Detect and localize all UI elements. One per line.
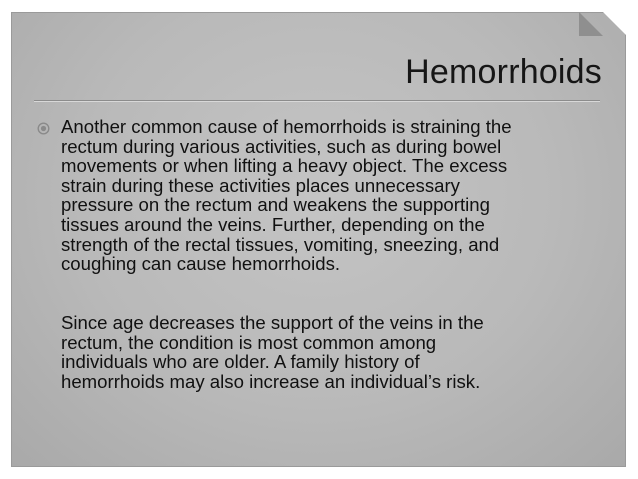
page-corner-cutout	[603, 12, 627, 36]
paragraph-line: rectum during various activities, such as during bowel	[61, 135, 502, 157]
slide-title: Hemorrhoids	[405, 53, 602, 91]
paragraph-line: movements or when lifting a heavy object. The excess	[61, 155, 508, 177]
paragraph-line: strain during these activities places unnecessary	[61, 174, 460, 196]
paragraph-line: coughing can cause hemorrhoids.	[61, 253, 341, 275]
body-paragraph-1	[61, 117, 601, 274]
circle-bullet-icon	[37, 122, 50, 135]
paragraph-line: strength of the rectal tissues, vomiting, sneezing, and	[61, 233, 500, 255]
page-corner-fold	[579, 12, 603, 36]
paragraph-line: Another common cause of hemorrhoids is straining the	[61, 116, 512, 137]
paragraph-line: tissues around the veins. Further, depending on the	[61, 213, 485, 235]
body-paragraph-2	[61, 313, 601, 391]
paragraph-line: hemorrhoids may also increase an individual’s risk.	[61, 370, 481, 392]
title-divider	[34, 100, 600, 102]
paragraph-line: Since age decreases the support of the veins in the	[61, 312, 484, 333]
paragraph-line: individuals who are older. A family history of	[61, 351, 420, 373]
paragraph-line: rectum, the condition is most common among	[61, 331, 437, 353]
paragraph-line: pressure on the rectum and weakens the supporting	[61, 194, 490, 216]
